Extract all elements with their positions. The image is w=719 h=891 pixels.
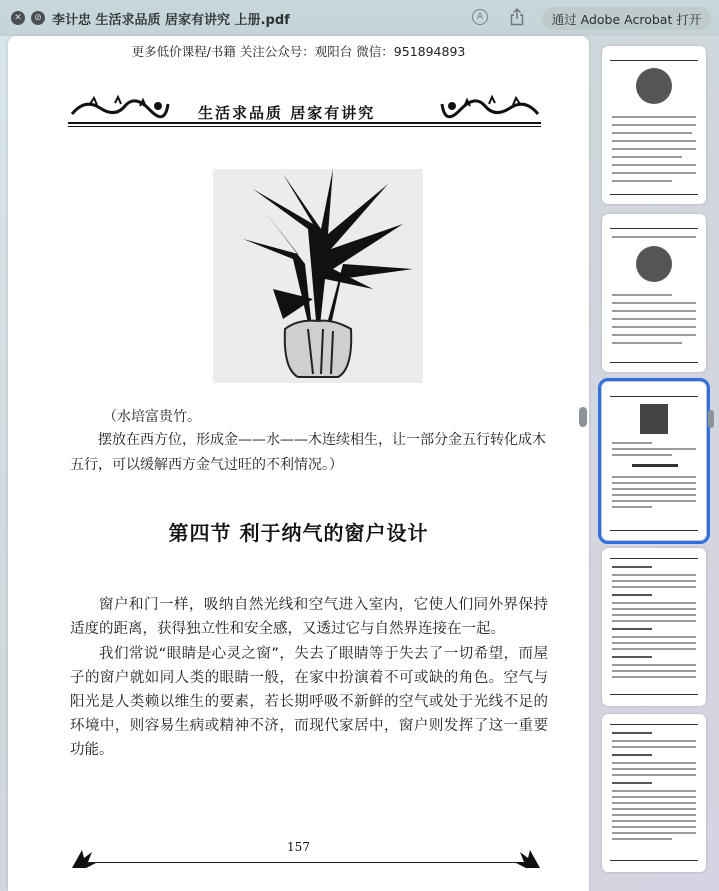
page-thumbnail[interactable] <box>602 548 706 706</box>
sidebar-scrollbar-thumb[interactable] <box>708 410 714 428</box>
footer-rule <box>88 862 518 863</box>
page-thumbnail[interactable] <box>602 46 706 204</box>
title-bar <box>0 0 719 36</box>
section-title: 第四节 利于纳气的窗户设计 <box>168 521 429 545</box>
pdf-page <box>8 36 589 891</box>
markup-icon[interactable]: A <box>472 9 488 25</box>
header-rule <box>68 122 541 124</box>
bamboo-photo <box>213 169 423 383</box>
page-thumbnail-selected[interactable] <box>602 382 706 540</box>
window-title: 李计忠 生活求品质 居家有讲究 上册.pdf <box>52 13 290 28</box>
page-thumbnail[interactable] <box>602 214 706 372</box>
thumbnail-sidebar <box>596 40 712 891</box>
body-paragraph-2: 我们常说“眼睛是心灵之窗”，失去了眼睛等于失去了一切希望，而屋子的窗户就如同人类的眼睛一般，在家中扮演着不可或缺的角色。空气与阳光是人类赖以维生的要素，若长期呼吸不新鲜的空气或处于光线不足的环境中，则容易生病或精神不济，而现代家居中，窗户则发挥了这一重要功能。 <box>70 646 548 758</box>
close-icon[interactable]: ✕ <box>11 11 25 25</box>
caption-paragraph: 摆放在西方位，形成金——水——木连续相生，让一部分金五行转化成木五行，可以缓解西方金气过旺的不利情况。） <box>70 432 546 473</box>
dragon-ornament-left <box>70 94 170 122</box>
body-paragraph-1: 窗户和门一样，吸纳自然光线和空气进入室内，它使人们同外界保持适度的距离，获得独立性和安全感，又透过它与自然界连接在一起。 <box>70 597 548 637</box>
page-thumbnail[interactable] <box>602 714 706 872</box>
page-scrollbar-thumb[interactable] <box>579 407 587 427</box>
leaf-ornament-right <box>510 846 544 872</box>
share-icon[interactable] <box>509 8 525 26</box>
open-in-acrobat-button[interactable]: 通过 Adobe Acrobat 打开 <box>542 7 711 30</box>
header-rule-thin <box>68 126 541 127</box>
running-header-title: 生活求品质 居家有讲究 <box>198 104 376 122</box>
minus-circle-icon[interactable]: ⊘ <box>31 11 45 25</box>
leaf-ornament-left <box>68 846 102 872</box>
dragon-ornament-right <box>440 94 540 122</box>
promo-line: 更多低价课程/书籍 关注公众号：观阳台 微信：951894893 <box>131 44 466 59</box>
page-number: 157 <box>287 840 310 854</box>
photo-caption: （水培富贵竹。 <box>103 409 201 425</box>
